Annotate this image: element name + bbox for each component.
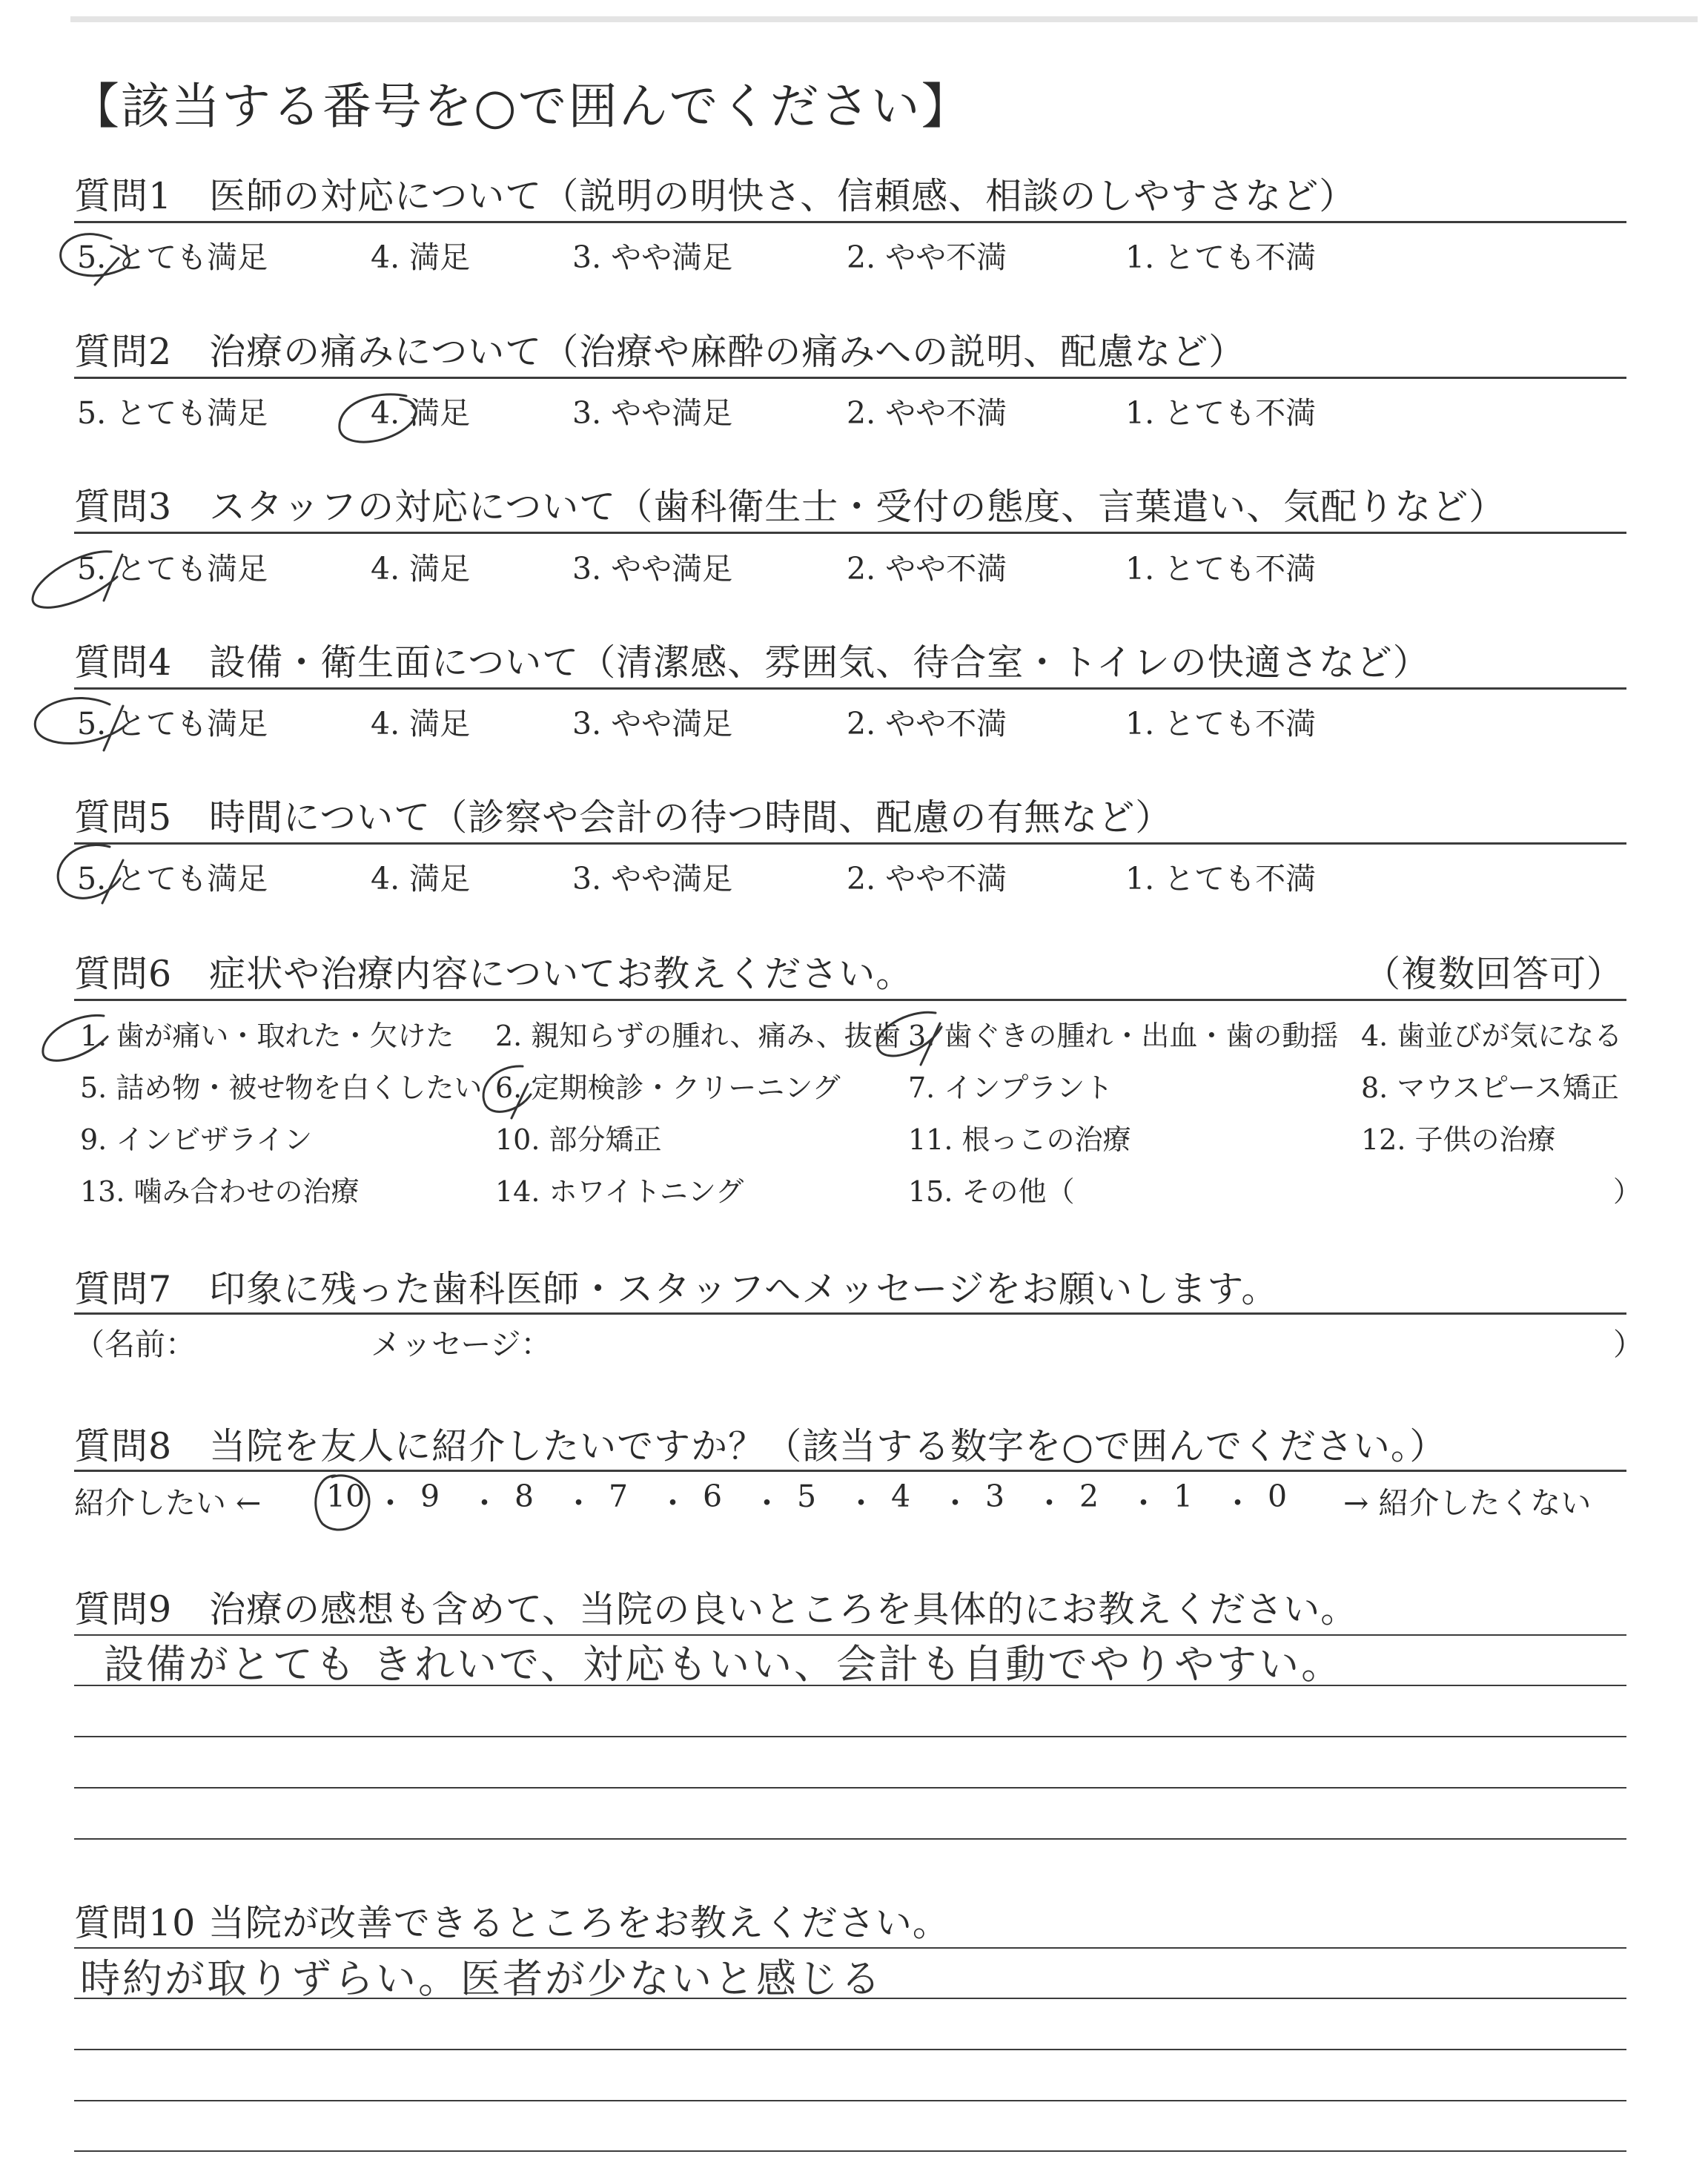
question-8-label: 質問8 当院を友人に紹介したいですか？（該当する数字を○で囲んでください。） [74, 1425, 1447, 1467]
q6-option-6-circle-mark [483, 1066, 531, 1118]
q3-option-1[interactable]: 1. とても不満 [1125, 551, 1317, 587]
q5-option-1[interactable]: 1. とても不満 [1125, 861, 1317, 896]
q6-option-3-circle-mark [878, 1012, 941, 1065]
question-6-note: （複数回答可） [1364, 953, 1624, 995]
q8-separator-dot: ・ [752, 1485, 782, 1521]
q6-option-1-circle-mark [43, 1015, 107, 1060]
q6-option-4[interactable]: 4. 歯並びが気になる [1361, 1020, 1623, 1052]
q1-option-1[interactable]: 1. とても不満 [1125, 240, 1317, 275]
question-2-label: 質問2 治療の痛みについて（治療や麻酔の痛みへの説明、配慮など） [74, 331, 1246, 373]
q1-circle-mark [61, 234, 130, 285]
q4-option-2[interactable]: 2. やや不満 [847, 706, 1007, 742]
q6-option-1[interactable]: 1. 歯が痛い・取れた・欠けた [80, 1020, 454, 1052]
q10-handwritten-answer[interactable]: 時約が取りずらい。医者が少ないと感じる [80, 1955, 883, 2002]
q7-message-label: メッセージ： [371, 1327, 552, 1362]
q4-option-3[interactable]: 3. やや満足 [572, 706, 733, 742]
q6-option-11[interactable]: 11. 根っこの治療 [908, 1123, 1131, 1156]
q3-option-2[interactable]: 2. やや不満 [847, 551, 1007, 587]
q6-option-3[interactable]: 3. 歯ぐきの腫れ・出血・歯の動揺 [908, 1020, 1339, 1052]
question-1-label: 質問1 医師の対応について（説明の明快さ、信頼感、相談のしやすさなど） [74, 175, 1357, 217]
q8-separator-dot: ・ [375, 1485, 406, 1521]
q2-option-1[interactable]: 1. とても不満 [1125, 395, 1317, 431]
q8-number-0[interactable]: 0 [1268, 1479, 1288, 1514]
q7-name-label: （名前： [74, 1327, 196, 1362]
question-3-label: 質問3 スタッフの対応について（歯科衛生士・受付の態度、言葉遣い、気配りなど） [74, 486, 1506, 528]
question-4-label: 質問4 設備・衛生面について（清潔感、雰囲気、待合室・トイレの快適さなど） [74, 641, 1430, 684]
q8-separator-dot: ・ [563, 1485, 594, 1521]
q8-number-8[interactable]: 8 [514, 1479, 534, 1514]
q6-other-close-paren: ） [1613, 1175, 1642, 1208]
q8-separator-dot: ・ [469, 1485, 500, 1521]
q8-number-7[interactable]: 7 [609, 1479, 629, 1514]
q8-number-6[interactable]: 6 [703, 1479, 723, 1514]
q2-option-4[interactable]: 4. 満足 [371, 395, 471, 431]
q8-separator-dot: ・ [1034, 1485, 1065, 1521]
q8-circle-mark [316, 1476, 369, 1530]
q8-number-4[interactable]: 4 [891, 1479, 911, 1514]
q5-option-4[interactable]: 4. 満足 [371, 861, 471, 896]
q8-number-10[interactable]: 10 [326, 1479, 365, 1514]
q3-option-5[interactable]: 5. とても満足 [77, 551, 268, 587]
q7-close-paren: ） [1613, 1327, 1644, 1362]
question-5-label: 質問5 時間について（診察や会計の待つ時間、配慮の有無など） [74, 796, 1173, 839]
q6-option-6[interactable]: 6. 定期検診・クリーニング [495, 1071, 841, 1104]
q6-option-7[interactable]: 7. インプラント [908, 1071, 1113, 1104]
q6-option-13[interactable]: 13. 噛み合わせの治療 [80, 1175, 360, 1208]
question-9-label: 質問9 治療の感想も含めて、当院の良いところを具体的にお教えください。 [74, 1588, 1358, 1631]
q4-option-5[interactable]: 5. とても満足 [77, 706, 268, 742]
q5-circle-mark [58, 845, 123, 903]
q8-number-3[interactable]: 3 [985, 1479, 1005, 1514]
q6-option-15[interactable]: 15. その他（ [908, 1175, 1075, 1208]
page-title: 【該当する番号を○で囲んでください】 [70, 78, 972, 135]
q6-option-12[interactable]: 12. 子供の治療 [1361, 1123, 1556, 1156]
q2-option-3[interactable]: 3. やや満足 [572, 395, 733, 431]
q4-option-4[interactable]: 4. 満足 [371, 706, 471, 742]
q4-circle-mark [35, 698, 126, 750]
question-6-label: 質問6 症状や治療内容についてお教えください。 [74, 953, 913, 995]
q8-number-1[interactable]: 1 [1174, 1479, 1194, 1514]
q6-option-9[interactable]: 9. インビザライン [80, 1123, 313, 1156]
q8-separator-dot: ・ [1222, 1485, 1253, 1521]
question-7-label: 質問7 印象に残った歯科医師・スタッフへメッセージをお願いします。 [74, 1268, 1279, 1310]
q6-option-14[interactable]: 14. ホワイトニング [495, 1175, 744, 1208]
q1-option-4[interactable]: 4. 満足 [371, 240, 471, 275]
q8-separator-dot: ・ [1128, 1485, 1159, 1521]
q2-option-2[interactable]: 2. やや不満 [847, 395, 1007, 431]
q5-option-5[interactable]: 5. とても満足 [77, 861, 268, 896]
q3-option-4[interactable]: 4. 満足 [371, 551, 471, 587]
q8-number-5[interactable]: 5 [797, 1479, 817, 1514]
q3-circle-mark [33, 552, 122, 608]
q2-circle-mark [340, 394, 416, 442]
q5-option-2[interactable]: 2. やや不満 [847, 861, 1007, 896]
q8-left-label: 紹介したい ← [74, 1485, 262, 1521]
q1-option-2[interactable]: 2. やや不満 [847, 240, 1007, 275]
q8-separator-dot: ・ [658, 1485, 688, 1521]
q6-option-5[interactable]: 5. 詰め物・被せ物を白くしたい [80, 1071, 483, 1104]
q5-option-3[interactable]: 3. やや満足 [572, 861, 733, 896]
q8-separator-dot: ・ [846, 1485, 876, 1521]
q4-option-1[interactable]: 1. とても不満 [1125, 706, 1317, 742]
q1-option-5[interactable]: 5. とても満足 [77, 240, 268, 275]
q9-handwritten-answer[interactable]: 設備がとても きれいで、対応もいい、会計も自動でやりやすい。 [104, 1641, 1344, 1688]
question-10-label: 質問10 当院が改善できるところをお教えください。 [74, 1902, 950, 1944]
q8-number-9[interactable]: 9 [420, 1479, 440, 1514]
q3-option-3[interactable]: 3. やや満足 [572, 551, 733, 587]
q8-separator-dot: ・ [940, 1485, 970, 1521]
q6-option-8[interactable]: 8. マウスピース矯正 [1361, 1071, 1619, 1104]
q6-option-2[interactable]: 2. 親知らずの腫れ、痛み、抜歯 [495, 1020, 901, 1052]
q8-right-label: → 紹介したくない [1343, 1485, 1592, 1521]
q2-option-5[interactable]: 5. とても満足 [77, 395, 268, 431]
q1-option-3[interactable]: 3. やや満足 [572, 240, 733, 275]
q8-number-2[interactable]: 2 [1079, 1479, 1099, 1514]
q6-option-10[interactable]: 10. 部分矯正 [495, 1123, 662, 1156]
